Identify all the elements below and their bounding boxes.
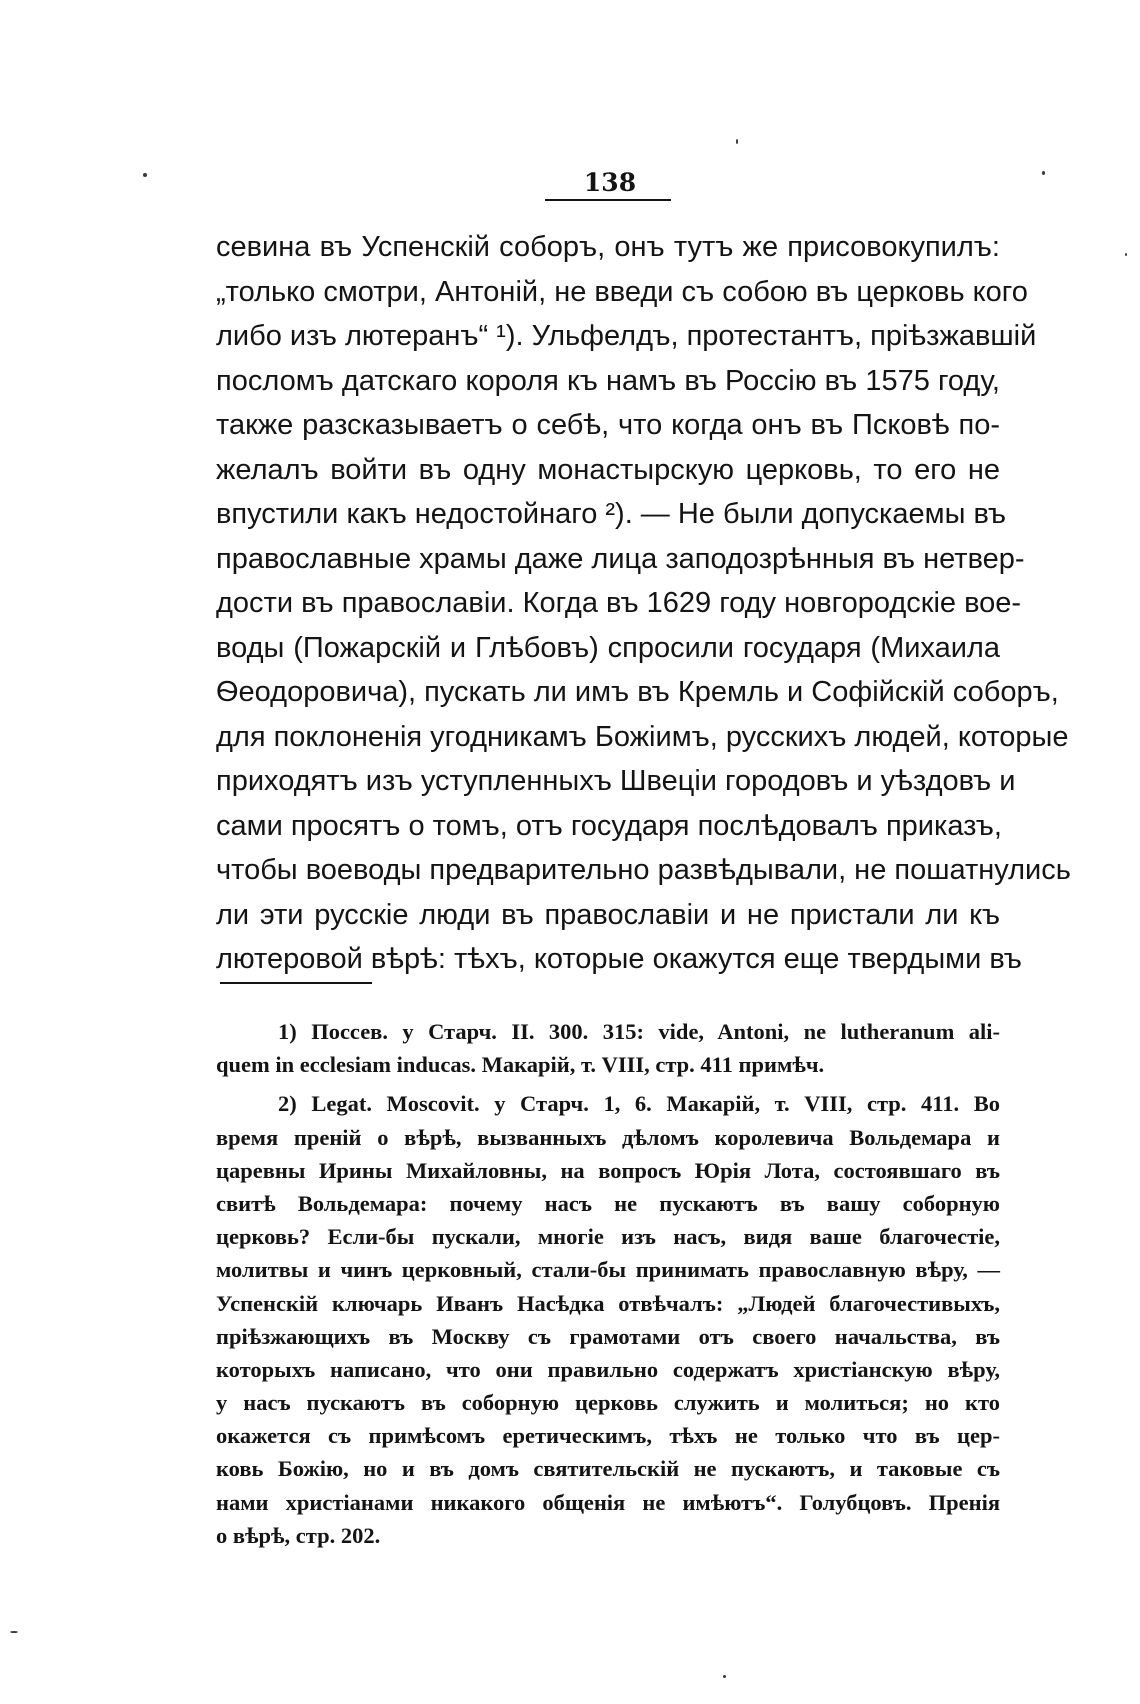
- footnote-line: свитѣ Вольдемара: почему насъ не пускаютъ въ вашу соборную: [216, 1190, 1000, 1216]
- footnote-line: quem in ecclesiam inducas. Макарій, т. VIII, стр. 411 примѣч.: [216, 1052, 825, 1078]
- footnote-line: ковь Божію, но и въ домъ святительскій не пускаютъ, и таковые съ: [216, 1456, 1000, 1482]
- footnote-line: молитвы и чинъ церковный, стали-бы принимать православную вѣру, —: [216, 1257, 1000, 1283]
- footnote-line: у насъ пускаютъ въ соборную церковь служить и молиться; но кто: [216, 1390, 1000, 1416]
- main-text-line: севина въ Успенскій соборъ, онъ тутъ же присовокупилъ:: [216, 231, 1000, 263]
- main-text-line: лютеровой вѣрѣ: тѣхъ, которые окажутся еще твердыми въ: [216, 943, 1022, 975]
- page-number: 138: [583, 168, 637, 197]
- footnote-line: нами христіанами никакого общенія не имѣютъ“. Голубцовъ. Пренія: [216, 1489, 1000, 1515]
- scan-speck: [1042, 171, 1045, 175]
- main-text-line: впустили какъ недостойнаго ²). — Не были допускаемы въ: [216, 498, 1007, 530]
- footnote-line: церковь? Если-бы пускали, многіе изъ насъ, видя ваше благочестіе,: [216, 1224, 1000, 1250]
- scan-speck: [143, 173, 147, 177]
- footnote-line: царевны Ирины Михайловны, на вопросъ Юрія Лота, состоявшаго въ: [216, 1157, 1000, 1183]
- main-text-line: сами просятъ о томъ, отъ государя послѣдовалъ приказъ,: [216, 809, 1002, 842]
- main-text-line: дости въ православіи. Когда въ 1629 году новгородскіе вое-: [216, 587, 1022, 619]
- main-text-line: Ѳеодоровича), пускать ли имъ въ Кремль и Софійскій соборъ,: [216, 676, 1059, 708]
- scan-speck: [736, 139, 738, 144]
- footnote-line: Успенскій ключарь Иванъ Насѣдка отвѣчалъ: „Людей благочестивыхъ,: [216, 1290, 1000, 1316]
- scan-speck: [723, 1675, 726, 1678]
- main-text-line: православные храмы даже лица заподозрѣнныя въ нетвер-: [216, 542, 1025, 575]
- scan-speck: [10, 1631, 18, 1633]
- main-text-line: приходятъ изъ уступленныхъ Швеціи городовъ и уѣздовъ и: [216, 765, 1016, 797]
- main-text-line: воды (Пожарскій и Глѣбовъ) спросили государя (Михаила: [216, 631, 1000, 664]
- footnote-line: 2) Legat. Moscovit. у Старч. 1, 6. Макарій, т. VIII, стр. 411. Во: [278, 1091, 1000, 1117]
- main-text-line: чтобы воеводы предварительно развѣдывали, не пошатнулись: [216, 854, 1071, 886]
- main-text: [216, 225, 1071, 982]
- footnote-line: окажется съ примѣсомъ еретическимъ, тѣхъ не только что въ цер-: [216, 1423, 1000, 1449]
- scan-speck: [1125, 253, 1127, 256]
- footnote-line: пріѣзжающихъ въ Москву съ грамотами отъ своего начальства, въ: [216, 1323, 1000, 1349]
- footnote-line: которыхъ написано, что они правильно содержатъ христіанскую вѣру,: [216, 1356, 1000, 1382]
- main-text-line: для поклоненія угодникамъ Божіимъ, русскихъ людей, которые: [216, 720, 1069, 753]
- footnote-separator: [220, 982, 372, 984]
- footnotes: [216, 1015, 1000, 1552]
- main-text-line: также разсказываетъ о себѣ, что когда онъ въ Псковѣ по-: [216, 409, 1000, 441]
- main-text-line: ли эти русскіе люди въ православіи и не пристали ли къ: [216, 898, 1000, 931]
- footnote-line: время преній о вѣрѣ, вызванныхъ дѣломъ королевича Вольдемара и: [216, 1124, 1000, 1150]
- main-text-line: желалъ войти въ одну монастырскую церковь, то его не: [216, 453, 1000, 486]
- footnote-1: [216, 1015, 1000, 1081]
- main-text-line: либо изъ лютеранъ“ ¹). Ульфелдъ, протестантъ, пріѣзжавшій: [216, 320, 1037, 352]
- footnote-line: 1) Поссев. у Старч. II. 300. 315: vide, Antoni, ne lutheranum ali-: [278, 1019, 1000, 1044]
- footnote-2: [216, 1087, 1000, 1552]
- footnote-line: о вѣрѣ, стр. 202.: [216, 1522, 381, 1548]
- main-text-line: посломъ датскаго короля къ намъ въ Россію въ 1575 году,: [216, 364, 1000, 397]
- page-number-rule: [545, 199, 671, 201]
- main-text-line: „только смотри, Антоній, не введи съ собою въ церковь кого: [216, 275, 1028, 308]
